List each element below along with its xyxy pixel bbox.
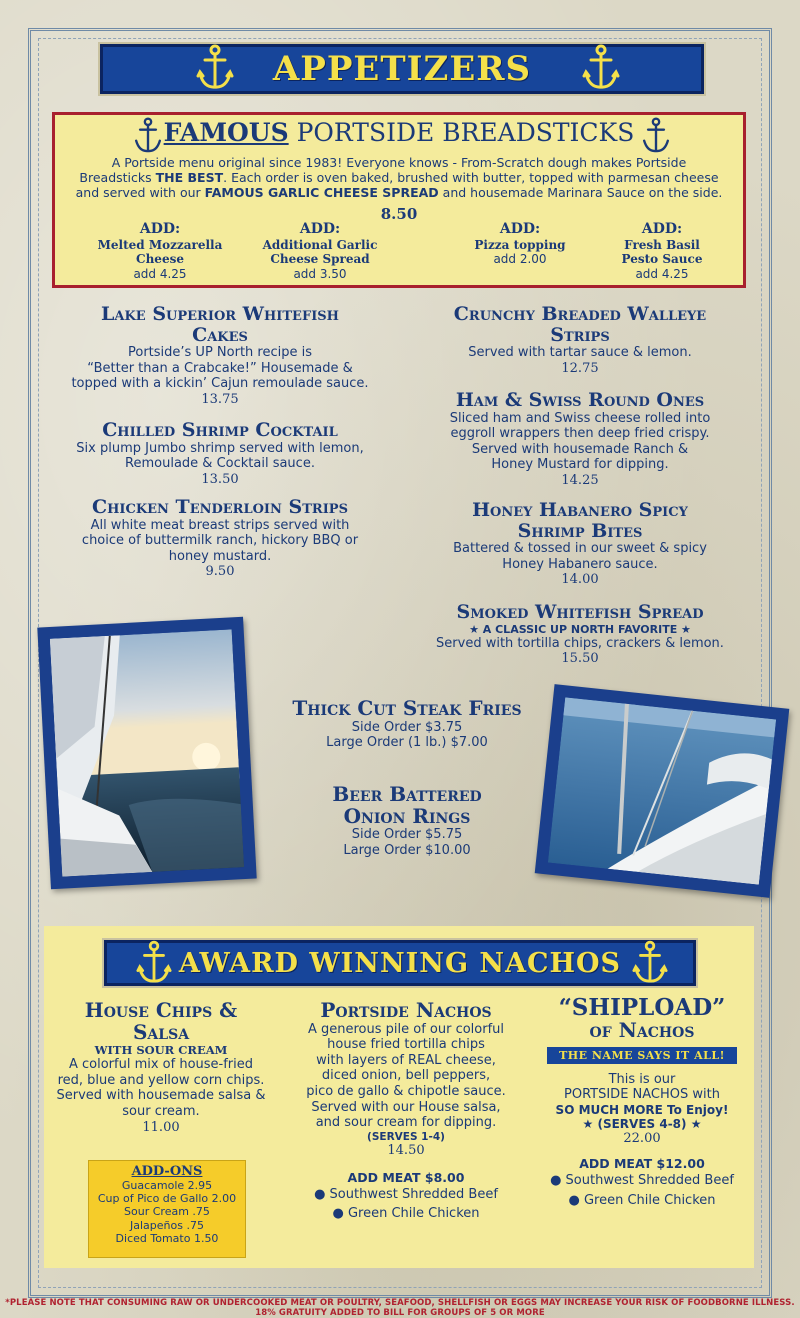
menu-item-house-chips: House Chips & Salsa WITH SOUR CREAM A colorful mix of house-fried red, blue and yellow corn chips. Served with housemade salsa & sour cream. 11.00 bbox=[56, 998, 266, 1135]
menu-item-portside-nachos: Portside Nachos A generous pile of our colorful house fried tortilla chips with layers of REAL cheese, diced onion, bell peppers, pico de gallo & chipotle sauce. Served with our House salsa, and sour cream for dipping. (SERVES 1-4) 14.50 ADD MEAT $8.00 ● Southwest Shredded Beef ● Green Chile Chicken bbox=[306, 998, 506, 1222]
breadsticks-desc-line: Breadsticks THE BEST. Each order is oven baked, brushed with butter, topped with parmesan cheese bbox=[79, 170, 719, 185]
sailboat-photo bbox=[37, 617, 256, 889]
breadsticks-addon: ADD: Melted Mozzarella Cheese add 4.25 bbox=[97, 221, 223, 281]
breadsticks-title bbox=[55, 119, 743, 146]
menu-item-whitefish-cakes: Lake Superior Whitefish Cakes Portside’s UP North recipe is “Better than a Crabcake!” Housemade & topped with a kickin’ Cajun remoulade sauce. 13.75 bbox=[71, 303, 369, 407]
breadsticks-desc-line: A Portside menu original since 1983! Everyone knows - From-Scratch dough makes Portside bbox=[111, 155, 687, 170]
shipload-tagline: THE NAME SAYS IT ALL! bbox=[536, 1044, 748, 1064]
whitefish-spread-tagline: ★ A CLASSIC UP NORTH FAVORITE ★ bbox=[469, 622, 691, 636]
addon-item: Sour Cream .75 bbox=[124, 1205, 210, 1219]
appetizers-title: APPETIZERS bbox=[272, 49, 532, 89]
addon-item: Diced Tomato 1.50 bbox=[115, 1231, 219, 1245]
boat-bow-image bbox=[548, 697, 776, 884]
breadsticks-addon: ADD: Fresh Basil Pesto Sauce add 4.25 bbox=[621, 221, 703, 281]
boat-bow-photo bbox=[535, 684, 790, 898]
nachos-banner bbox=[104, 940, 696, 986]
menu-item-onion-rings: Beer Battered Onion Rings Side Order $5.75 Large Order $10.00 bbox=[332, 782, 482, 858]
anchor-icon bbox=[632, 940, 668, 986]
menu-item-shrimp-cocktail: Chilled Shrimp Cocktail Six plump Jumbo shrimp served with lemon, Remoulade & Cocktail sauce. 13.50 bbox=[76, 419, 364, 487]
addon-item: Cup of Pico de Gallo 2.00 bbox=[97, 1192, 237, 1206]
nacho-addons-box bbox=[88, 1160, 246, 1258]
breadsticks-price: 8.50 bbox=[380, 205, 418, 223]
breadsticks-addon: ADD: Pizza topping add 2.00 bbox=[474, 221, 566, 267]
menu-item-shrimp-bites: Honey Habanero Spicy Shrimp Bites Battered & tossed in our sweet & spicy Honey Habanero sauce. 14.00 bbox=[453, 499, 707, 588]
breadsticks-title-famous: FAMOUS bbox=[163, 118, 289, 147]
disclaimer-text: *PLEASE NOTE THAT CONSUMING RAW OR UNDERCOOKED MEAT OR POULTRY, SEAFOOD, SHELLFISH OR EGGS MAY INCREASE YOUR RISK OF FOODBORNE ILLNESS. 18% GRATUITY ADDED TO BILL FOR GROUPS OF 5 OR MORE bbox=[5, 1298, 795, 1318]
sailboat-sunset-image bbox=[50, 629, 244, 876]
anchor-icon bbox=[196, 44, 234, 92]
breadsticks-addon: ADD: Additional Garlic Cheese Spread add 3.50 bbox=[262, 221, 378, 281]
breadsticks-description bbox=[55, 155, 743, 200]
menu-item-shipload-nachos: “SHIPLOAD” of Nachos THE NAME SAYS IT ALL! This is our PORTSIDE NACHOS with SO MUCH MORE To Enjoy! ★ (SERVES 4-8) ★ 22.00 ADD MEAT $12.00 ● Southwest Shredded Beef ● Green Chile Chicken bbox=[536, 996, 748, 1209]
breadsticks-box bbox=[52, 112, 746, 288]
breadsticks-desc-line: and served with our FAMOUS GARLIC CHEESE SPREAD and housemade Marinara Sauce on the side. bbox=[75, 185, 723, 200]
addon-item: Jalapeños .75 bbox=[130, 1218, 204, 1232]
anchor-icon bbox=[136, 940, 172, 986]
menu-item-whitefish-spread: Smoked Whitefish Spread ★ A CLASSIC UP NORTH FAVORITE ★ Served with tortilla chips, crackers & lemon. 15.50 bbox=[410, 602, 750, 666]
addon-item: Guacamole 2.95 bbox=[121, 1179, 213, 1192]
menu-item-chicken-tenderloin: Chicken Tenderloin Strips All white meat breast strips served with choice of buttermilk ranch, hickory BBQ or honey mustard. 9.50 bbox=[81, 496, 359, 580]
nachos-title: AWARD WINNING NACHOS bbox=[178, 947, 622, 979]
anchor-icon bbox=[582, 44, 620, 92]
menu-item-steak-fries: Thick Cut Steak Fries Side Order $3.75 Large Order (1 lb.) $7.00 bbox=[292, 696, 522, 751]
breadsticks-title-rest: PORTSIDE BREADSTICKS bbox=[288, 118, 635, 147]
addons-title: ADD-ONS bbox=[131, 1164, 203, 1179]
menu-item-walleye-strips: Crunchy Breaded Walleye Strips Served with tartar sauce & lemon. 12.75 bbox=[453, 303, 707, 376]
menu-item-ham-swiss: Ham & Swiss Round Ones Sliced ham and Swiss cheese rolled into eggroll wrappers then deep fried crispy. Served with housemade Ranch & Honey Mustard for dipping. 14.25 bbox=[449, 389, 711, 488]
